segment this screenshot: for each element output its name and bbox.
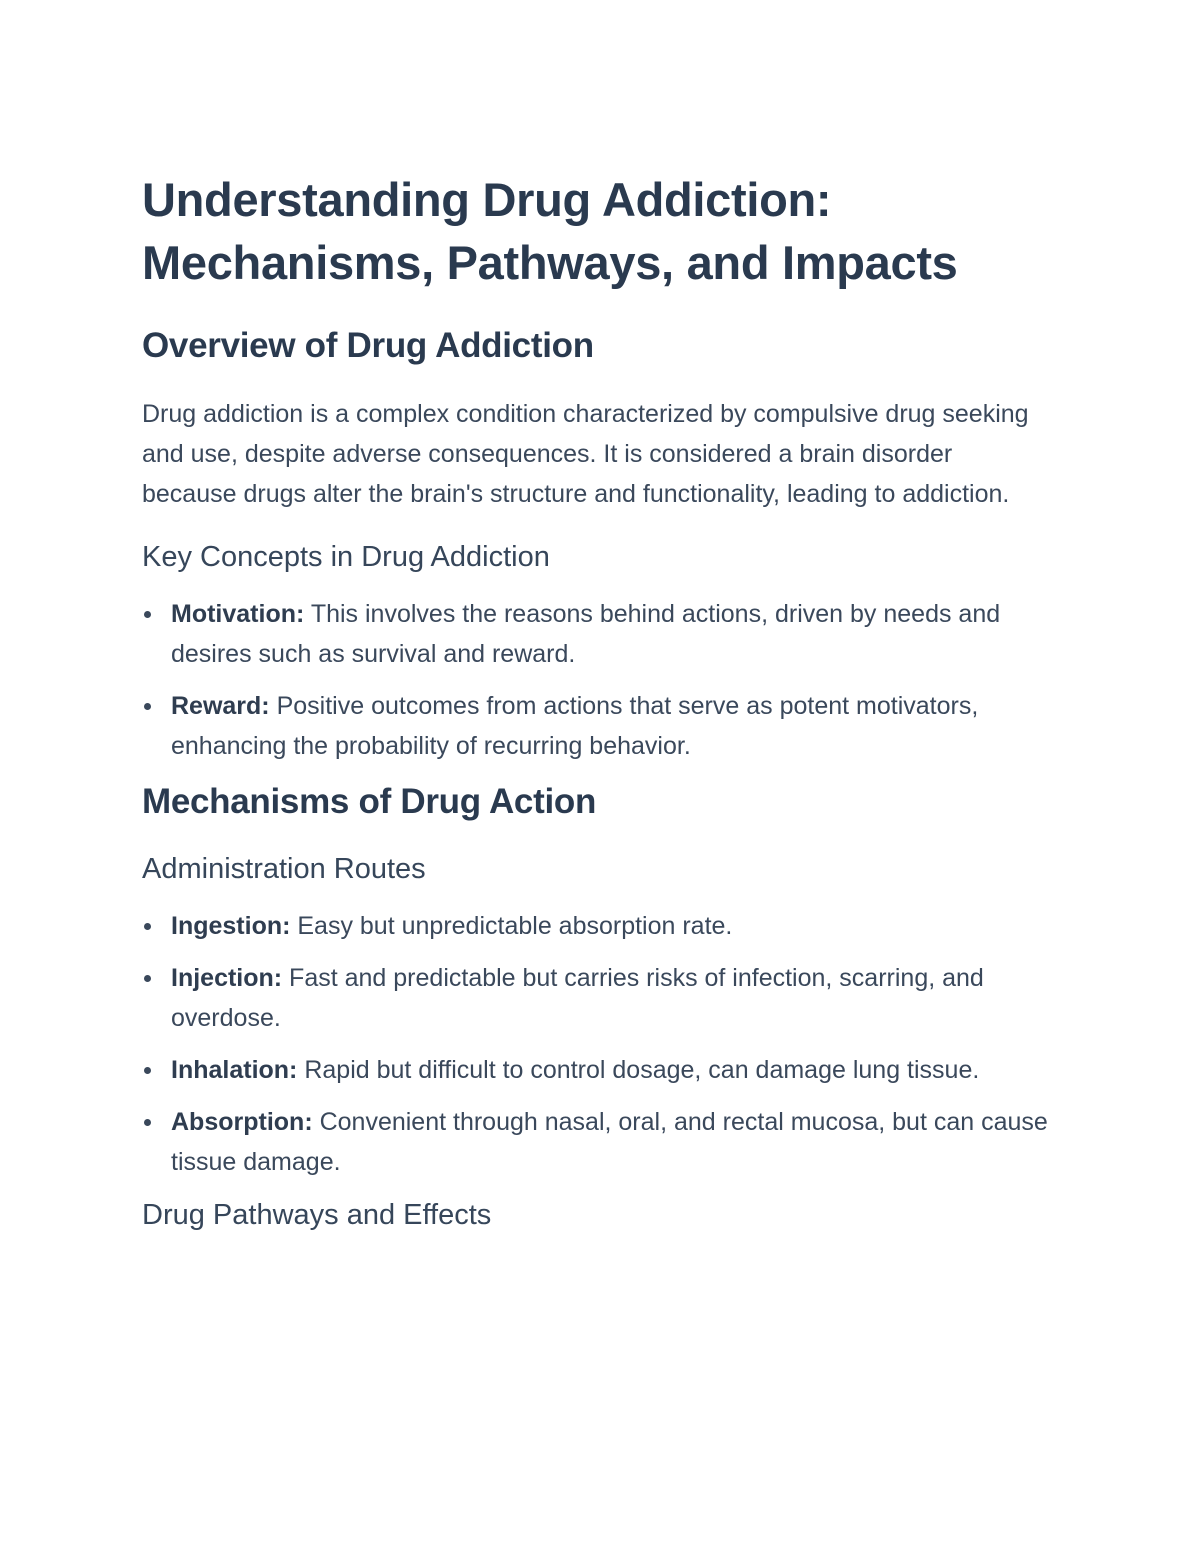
list-item <box>142 686 1050 766</box>
bullet-icon <box>144 1119 151 1126</box>
list-item <box>142 594 1050 674</box>
subsection-heading-administration-routes: Administration Routes <box>142 853 426 885</box>
section-heading-mechanisms: Mechanisms of Drug Action <box>142 782 597 821</box>
list-item <box>142 958 1050 1038</box>
list-item-term: Injection: <box>171 964 283 992</box>
list-item-term: Reward: <box>171 692 270 720</box>
list-item-text: Easy but unpredictable absorption rate. <box>290 912 733 940</box>
document-title: Understanding Drug Addiction: Mechanisms, Pathways, and Impacts <box>142 173 958 289</box>
administration-routes-list <box>142 906 1050 1182</box>
list-item-term: Motivation: <box>171 600 305 628</box>
list-item-text: Rapid but difficult to control dosage, can damage lung tissue. <box>297 1056 980 1084</box>
bullet-icon <box>144 923 151 930</box>
section-heading-overview: Overview of Drug Addiction <box>142 326 594 365</box>
list-item-term: Ingestion: <box>171 912 291 940</box>
bullet-icon <box>144 703 151 710</box>
bullet-icon <box>144 1067 151 1074</box>
list-item-text: Convenient through nasal, oral, and rectal mucosa, but can cause tissue damage. <box>171 1108 1048 1176</box>
list-item <box>142 1050 1050 1090</box>
list-item <box>142 906 1050 946</box>
subsection-heading-drug-pathways: Drug Pathways and Effects <box>142 1199 492 1231</box>
list-item-text: This involves the reasons behind actions, driven by needs and desires such as survival and reward. <box>171 600 1001 668</box>
list-item-term: Absorption: <box>171 1108 313 1136</box>
list-item <box>142 1102 1050 1182</box>
subsection-heading-key-concepts: Key Concepts in Drug Addiction <box>142 541 550 573</box>
key-concepts-list <box>142 594 1050 766</box>
overview-paragraph: Drug addiction is a complex condition characterized by compulsive drug seeking and use, despite adverse consequences. It is considered a brain disorder because drugs alter the brain's structure and functionality, leading to addiction. <box>142 400 1029 508</box>
bullet-icon <box>144 611 151 618</box>
bullet-icon <box>144 975 151 982</box>
list-item-term: Inhalation: <box>171 1056 298 1084</box>
list-item-text: Fast and predictable but carries risks of infection, scarring, and overdose. <box>171 964 984 1032</box>
list-item-text: Positive outcomes from actions that serve as potent motivators, enhancing the probability of recurring behavior. <box>171 692 979 760</box>
